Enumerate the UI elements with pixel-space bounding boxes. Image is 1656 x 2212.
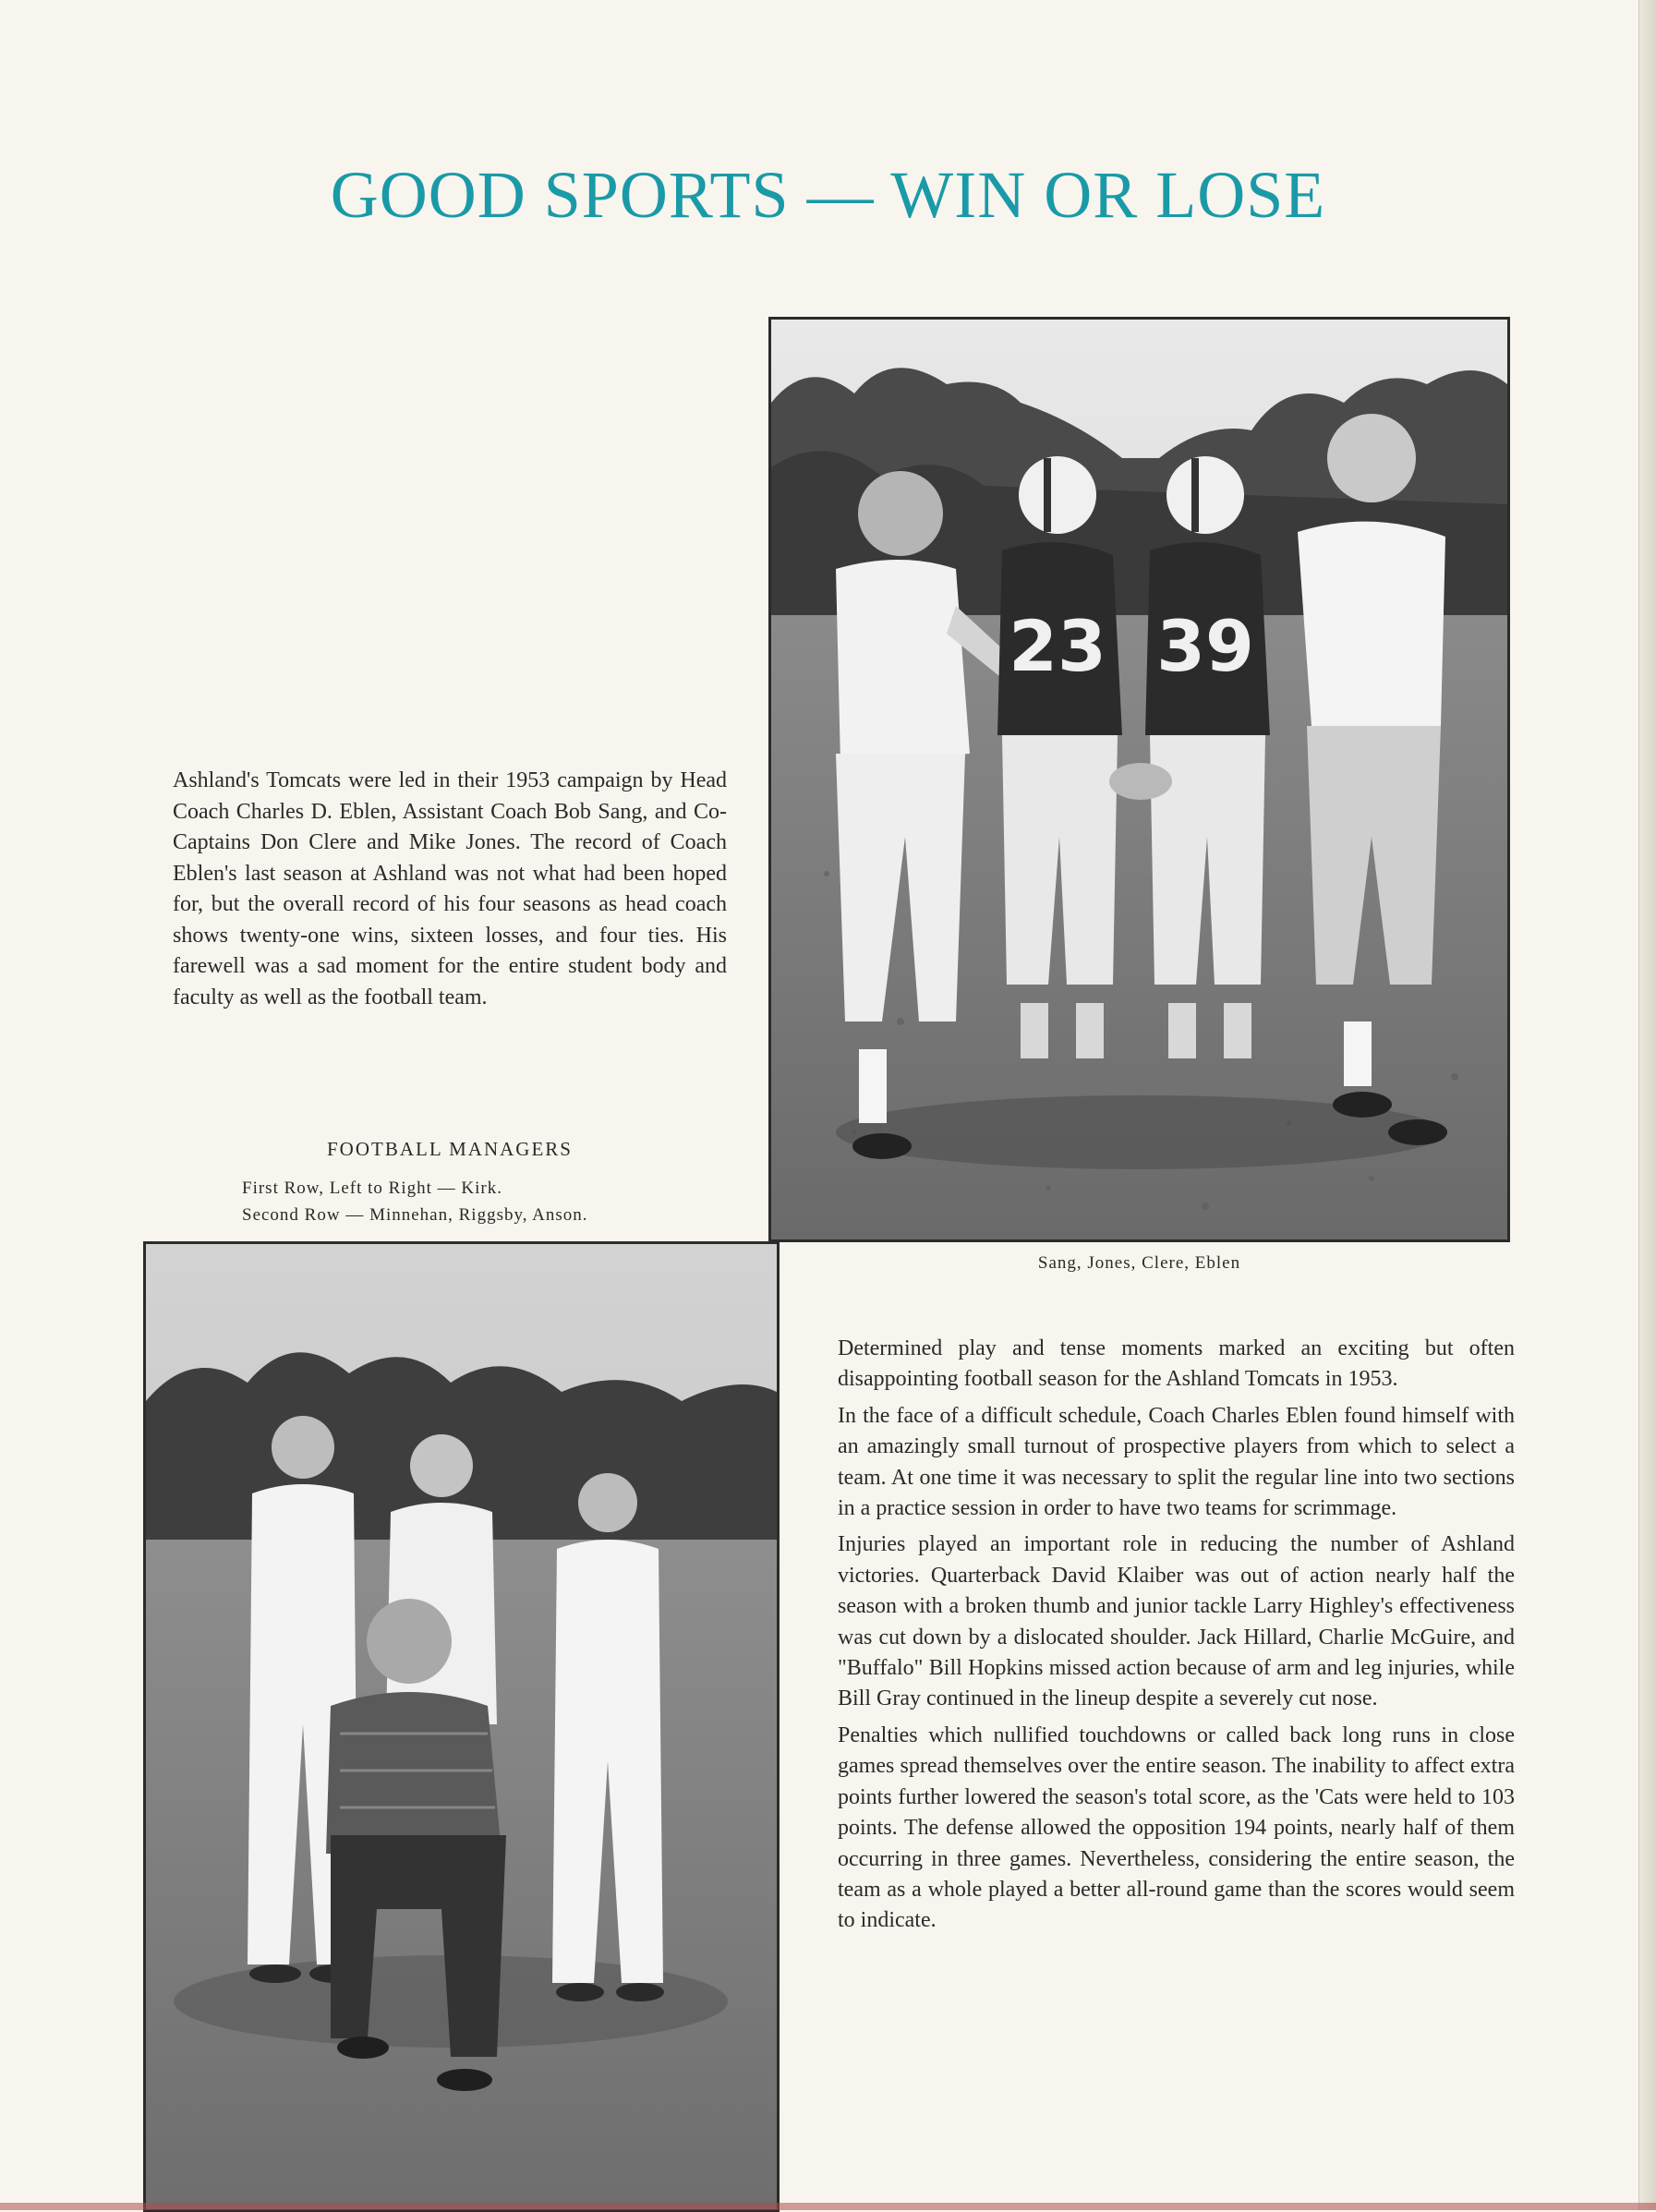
managers-photo: [143, 1241, 780, 2212]
managers-second-row: Second Row — Minnehan, Riggsby, Anson.: [242, 1205, 588, 1225]
article-paragraph-3: Injuries played an important role in reducing the number of Ashland victories. Quarterback David Klaiber was out of action nearly half the season with a broken thumb and junior tackle Larry Highley's effectiveness was cut down by a dislocated shoulder. Jack Hillard, Charlie McGuire, and "Buffalo" Bill Hopkins missed action because of arm and leg injuries, while Bill Gray continued in the lineup despite a severely cut nose.: [838, 1532, 1515, 1711]
season-article: [838, 1334, 1515, 1942]
managers-heading: FOOTBALL MANAGERS: [327, 1138, 573, 1160]
team-leaders-photo: [768, 317, 1510, 1242]
managers-first-row: First Row, Left to Right — Kirk.: [242, 1179, 502, 1198]
article-paragraph-2: In the face of a difficult schedule, Coach Charles Eblen found himself with an amazingly small turnout of prospective players from which to select a team. At one time it was necessary to split the regular line into two sections in a practice session in order to have two teams for scrimmage.: [838, 1403, 1515, 1521]
jersey-number-23: 23: [1009, 605, 1106, 687]
page-edge: [1638, 0, 1656, 2210]
page-title: GOOD SPORTS — WIN OR LOSE: [330, 158, 1326, 232]
top-photo-caption: Sang, Jones, Clere, Eblen: [1037, 1253, 1241, 1273]
article-paragraph-4: Penalties which nullified touchdowns or called back long runs in close games spread themselves over the entire season. The inability to affect extra points further lowered the season's total score, as the 'Cats were held to 103 points. The defense allowed the opposition 194 points, nearly half of them occurring in three games. Nevertheless, considering the entire season, the team as a whole played a better all-round game than the scores would seem to indicate.: [838, 1722, 1515, 1933]
jersey-number-39: 39: [1156, 605, 1254, 687]
intro-paragraph: Ashland's Tomcats were led in their 1953 campaign by Head Coach Charles D. Eblen, Assistant Coach Bob Sang, and Co-Captains Don Clere and Mike Jones. The record of Coach Eblen's last season at Ashland was not what had been hoped for, but the overall record of his four seasons as head coach shows twenty-one wins, sixteen losses, and four ties. His farewell was a sad moment for the entire student body and faculty as well as the football team.: [173, 768, 727, 1009]
article-paragraph-1: Determined play and tense moments marked an exciting but often disappointing football season for the Ashland Tomcats in 1953.: [838, 1336, 1515, 1392]
bottom-edge-strip: [0, 2203, 1656, 2210]
